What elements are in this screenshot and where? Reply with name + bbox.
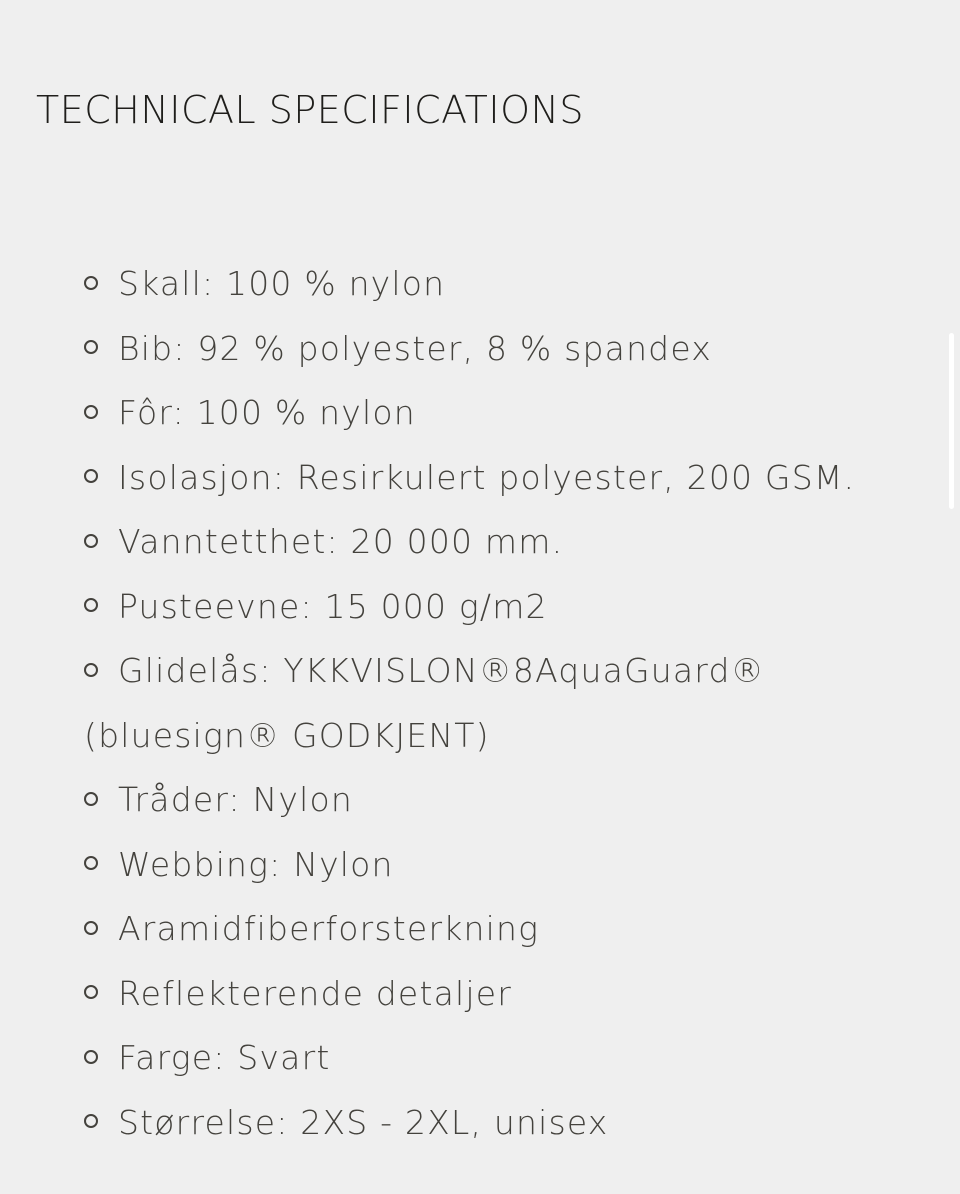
spec-text: Bib: 92 % polyester, 8 % spandex: [118, 328, 712, 368]
spec-text: Reflekterende detaljer: [118, 973, 513, 1013]
circle-bullet-icon: [84, 469, 98, 483]
circle-bullet-icon: [84, 598, 98, 612]
spec-text: Skall: 100 % nylon: [118, 264, 446, 303]
circle-bullet-icon: [84, 1114, 98, 1128]
list-item: [84, 446, 930, 511]
spec-text: Isolasjon: Resirkulert polyester, 200 GSM.: [118, 457, 856, 497]
spec-text: Aramidfiberforsterkning: [118, 909, 540, 948]
list-item: [84, 1026, 930, 1091]
list-item: [84, 897, 930, 962]
spec-text: Vanntetthet: 20 000 mm.: [118, 522, 564, 561]
circle-bullet-icon: [84, 340, 98, 354]
circle-bullet-icon: [84, 276, 98, 290]
spec-text: Glidelås: YKKVISLON®8AquaGuard® (bluesign® GODKJENT): [84, 651, 765, 755]
spec-text: Webbing: Nylon: [118, 844, 394, 884]
spec-text: Farge: Svart: [118, 1038, 331, 1077]
scrollbar-thumb[interactable]: [949, 333, 954, 509]
list-item: [84, 317, 930, 382]
circle-bullet-icon: [84, 985, 98, 999]
circle-bullet-icon: [84, 792, 98, 806]
spec-text: Fôr: 100 % nylon: [118, 393, 416, 432]
spec-text: Tråder: Nylon: [118, 780, 354, 819]
list-item: [84, 639, 930, 768]
spec-text: Pusteevne: 15 000 g/m2: [118, 586, 548, 626]
circle-bullet-icon: [84, 663, 98, 677]
list-item: [84, 1091, 930, 1156]
list-item: [84, 381, 930, 446]
circle-bullet-icon: [84, 1050, 98, 1064]
circle-bullet-icon: [84, 405, 98, 419]
list-item: [84, 833, 930, 898]
list-item: [84, 768, 930, 833]
list-item: [84, 575, 930, 640]
spec-text: Størrelse: 2XS - 2XL, unisex: [118, 1102, 609, 1142]
circle-bullet-icon: [84, 921, 98, 935]
list-item: [84, 510, 930, 575]
circle-bullet-icon: [84, 534, 98, 548]
list-item: [84, 962, 930, 1027]
circle-bullet-icon: [84, 856, 98, 870]
page-title: TECHNICAL SPECIFICATIONS: [36, 88, 585, 132]
spec-list: [84, 252, 930, 1155]
list-item: [84, 252, 930, 317]
